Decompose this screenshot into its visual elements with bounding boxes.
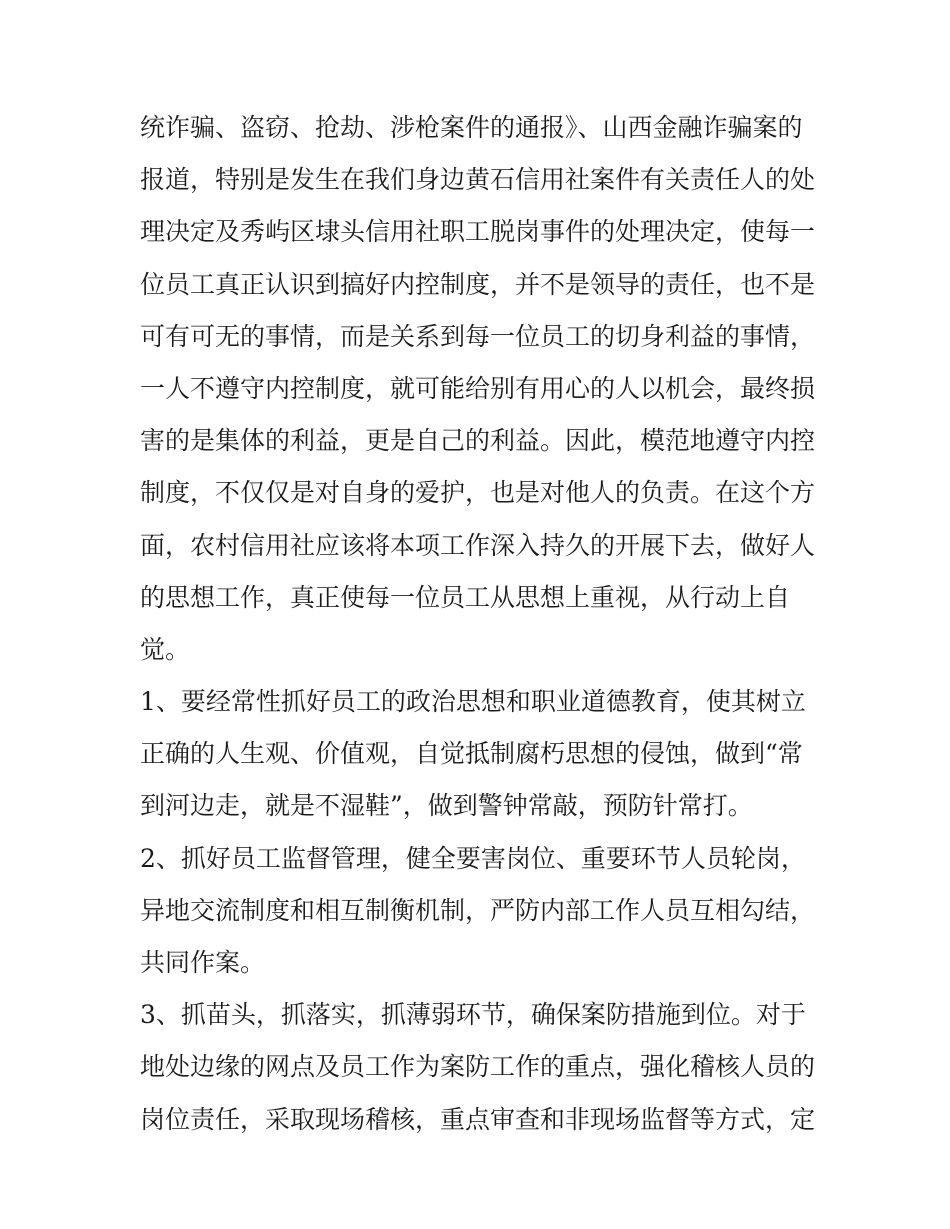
text-line: 地处边缘的网点及员工作为案防工作的重点，强化稽核人员的 xyxy=(140,1052,816,1082)
text-line: 统诈骗、盗窃、抢劫、涉枪案件的通报》、山西金融诈骗案的 xyxy=(140,113,803,142)
text-line: 一人不遵守内控制度，就可能给别有用心的人以机会，最终损 xyxy=(140,373,816,403)
text-line: 位员工真正认识到搞好内控制度，并不是领导的责任，也不是 xyxy=(140,269,816,299)
text-line: 害的是集体的利益，更是自己的利益。因此，模范地遵守内控 xyxy=(140,426,816,456)
text-line: 正确的人生观、价值观，自觉抵制腐朽思想的侵蚀，做到“常 xyxy=(140,739,803,769)
list-item-3: 3、抓苗头，抓落实，抓薄弱环节，确保案防措施到位。对于 xyxy=(140,1000,806,1030)
list-item-1: 1、要经常性抓好员工的政治思想和职业道德教育，使其树立 xyxy=(140,687,806,717)
text-line: 共同作案。 xyxy=(140,948,266,977)
text-line: 理决定及秀屿区埭头信用社职工脱岗事件的处理决定，使每一 xyxy=(140,217,816,247)
list-item-2: 2、抓好员工监督管理，健全要害岗位、重要环节人员轮岗， xyxy=(140,843,806,873)
text-line: 岗位责任，采取现场稽核，重点审查和非现场监督等方式，定 xyxy=(140,1104,816,1134)
text-line: 面，农村信用社应该将本项工作深入持久的开展下去，做好人 xyxy=(140,530,816,560)
text-line: 到河边走，就是不湿鞋”，做到警钟常敲，预防针常打。 xyxy=(140,791,753,821)
body-text xyxy=(140,102,820,1146)
text-line: 觉。 xyxy=(140,634,191,664)
text-line: 异地交流制度和相互制衡机制，严防内部工作人员互相勾结， xyxy=(140,895,816,925)
text-line: 的思想工作，真正使每一位员工从思想上重视，从行动上自 xyxy=(140,582,791,612)
text-line: 报道，特别是发生在我们身边黄石信用社案件有关责任人的处 xyxy=(140,165,816,195)
text-line: 制度，不仅仅是对自身的爱护，也是对他人的负责。在这个方 xyxy=(140,478,816,508)
text-line: 可有可无的事情，而是关系到每一位员工的切身利益的事情， xyxy=(140,321,816,351)
